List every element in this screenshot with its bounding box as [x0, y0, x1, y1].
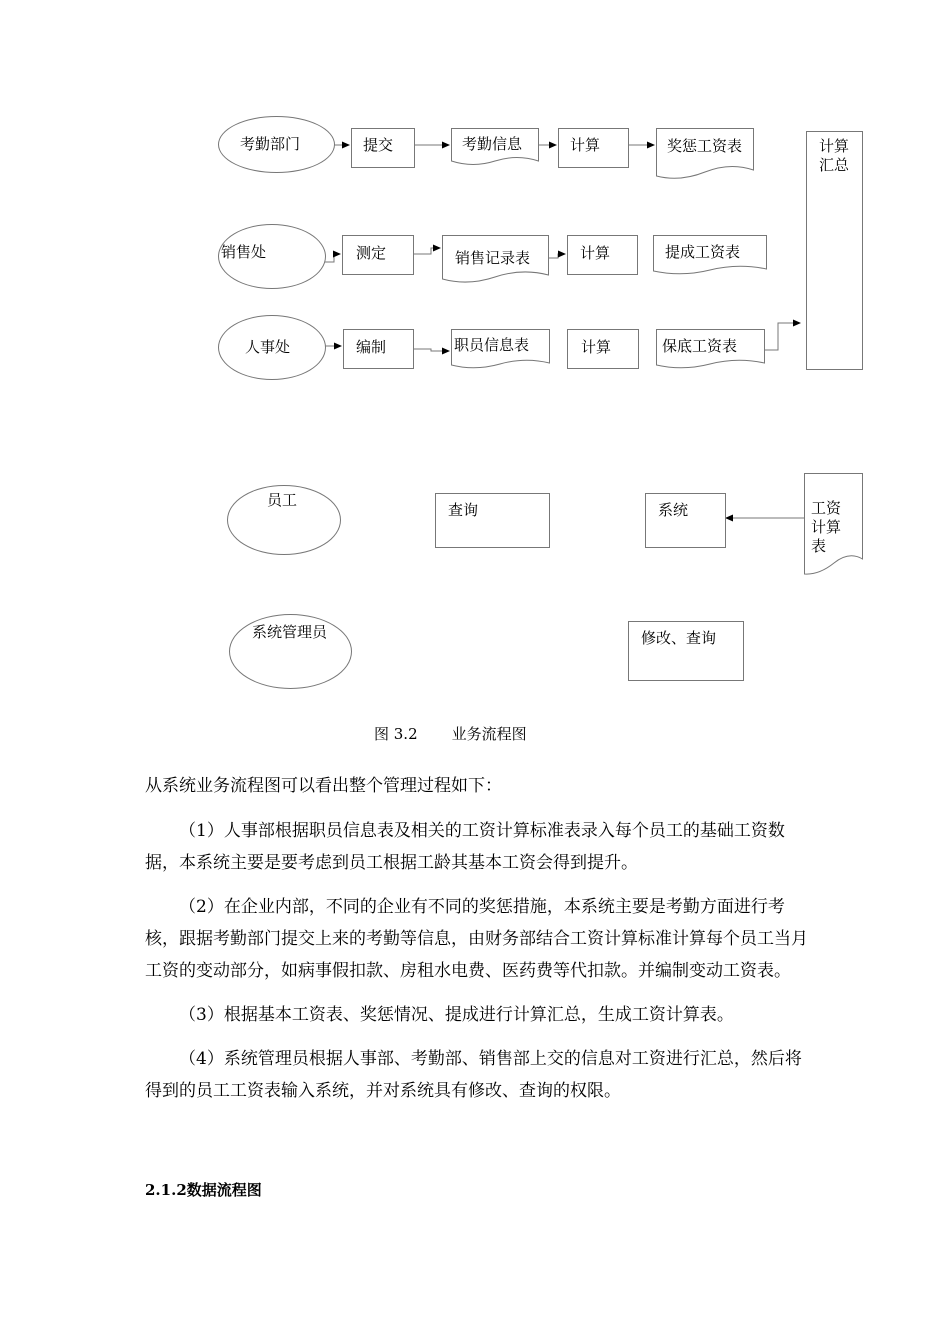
arrow-doc3-summary [765, 323, 800, 350]
doc-salary-calc-table [804, 473, 863, 577]
doc-sales-record [442, 235, 549, 283]
doc-label: 销售记录表 [455, 249, 531, 267]
source-attendance-dept [218, 116, 335, 173]
step-measure [342, 235, 414, 275]
doc-label: 考勤信息 [462, 135, 523, 153]
paragraph-1: （1）人事部根据职员信息表及相关的工资计算标准表录入每个员工的基础工资数据，本系统主要是要考虑到员工根据工龄其基本工资会得到提升。 [145, 821, 785, 873]
intro-text: 从系统业务流程图可以看出整个管理过程如下： [145, 776, 502, 796]
actor-employee [227, 485, 341, 555]
doc-base-salary [656, 329, 765, 369]
arrow-step1-doc2 [414, 248, 440, 254]
arrow-step1-doc3 [414, 349, 449, 351]
source-hr-office [218, 315, 326, 380]
source-label: 考勤部门 [240, 135, 301, 153]
paragraph-3: （3）根据基本工资表、奖惩情况、提成进行计算汇总，生成工资计算表。 [179, 1005, 734, 1025]
step-compile [343, 329, 414, 369]
step-label: 编制 [356, 338, 387, 356]
source-sales-office [218, 224, 326, 289]
step-label: 计算 [580, 244, 611, 262]
func-label: 查询 [448, 501, 479, 519]
doc-label: 奖惩工资表 [667, 137, 743, 155]
func-modify-query [628, 621, 744, 681]
figure-caption [374, 723, 527, 744]
step-submit [351, 128, 415, 168]
step-calc-1 [558, 128, 629, 168]
step-calc-3 [567, 329, 639, 369]
source-label: 销售处 [221, 243, 267, 261]
doc-bonus-penalty-salary [656, 128, 754, 180]
system-box [645, 493, 726, 548]
paragraph-2: （2）在企业内部，不同的企业有不同的奖惩措施，本系统主要是考勤方面进行考核，跟据考勤部门提交上来的考勤等信息，由财务部结合工资计算标准计算每个员工当月工资的变动部分，如病事假扣款、房租水电费、医药费等代扣款。并编制变动工资表。 [145, 897, 808, 981]
body-paragraphs [145, 815, 815, 1107]
doc-staff-info [451, 329, 550, 369]
doc-commission-salary [653, 235, 767, 275]
step-calc-2 [567, 235, 638, 275]
actor-system-admin [229, 614, 352, 689]
func-label: 修改、查询 [641, 629, 717, 647]
figure-title: 业务流程图 [451, 725, 527, 743]
step-label: 提交 [363, 136, 394, 154]
doc-label: 工资 计算 表 [811, 499, 842, 555]
func-query [435, 493, 550, 548]
actor-label: 员工 [267, 491, 298, 509]
step-label: 计算 [581, 338, 612, 356]
calc-summary-box [806, 131, 863, 370]
source-label: 人事处 [245, 338, 291, 356]
doc-attendance-info [451, 128, 539, 166]
actor-label: 系统管理员 [252, 623, 328, 641]
doc-label: 职员信息表 [454, 336, 530, 354]
system-label: 系统 [658, 501, 689, 519]
summary-label: 计算 汇总 [819, 137, 850, 174]
figure-number: 图 3.2 [374, 725, 418, 743]
step-label: 测定 [356, 244, 387, 262]
arrow-doc2-calc2 [549, 254, 565, 258]
section-heading: 2.1.2数据流程图 [145, 1181, 262, 1199]
arrow-source2-step1 [325, 254, 340, 262]
doc-label: 提成工资表 [665, 243, 741, 261]
paragraph-4: （4）系统管理员根据人事部、考勤部、销售部上交的信息对工资进行汇总，然后将得到的员工工资表输入系统，并对系统具有修改、查询的权限。 [145, 1049, 802, 1101]
step-label: 计算 [570, 136, 601, 154]
doc-label: 保底工资表 [662, 337, 738, 355]
